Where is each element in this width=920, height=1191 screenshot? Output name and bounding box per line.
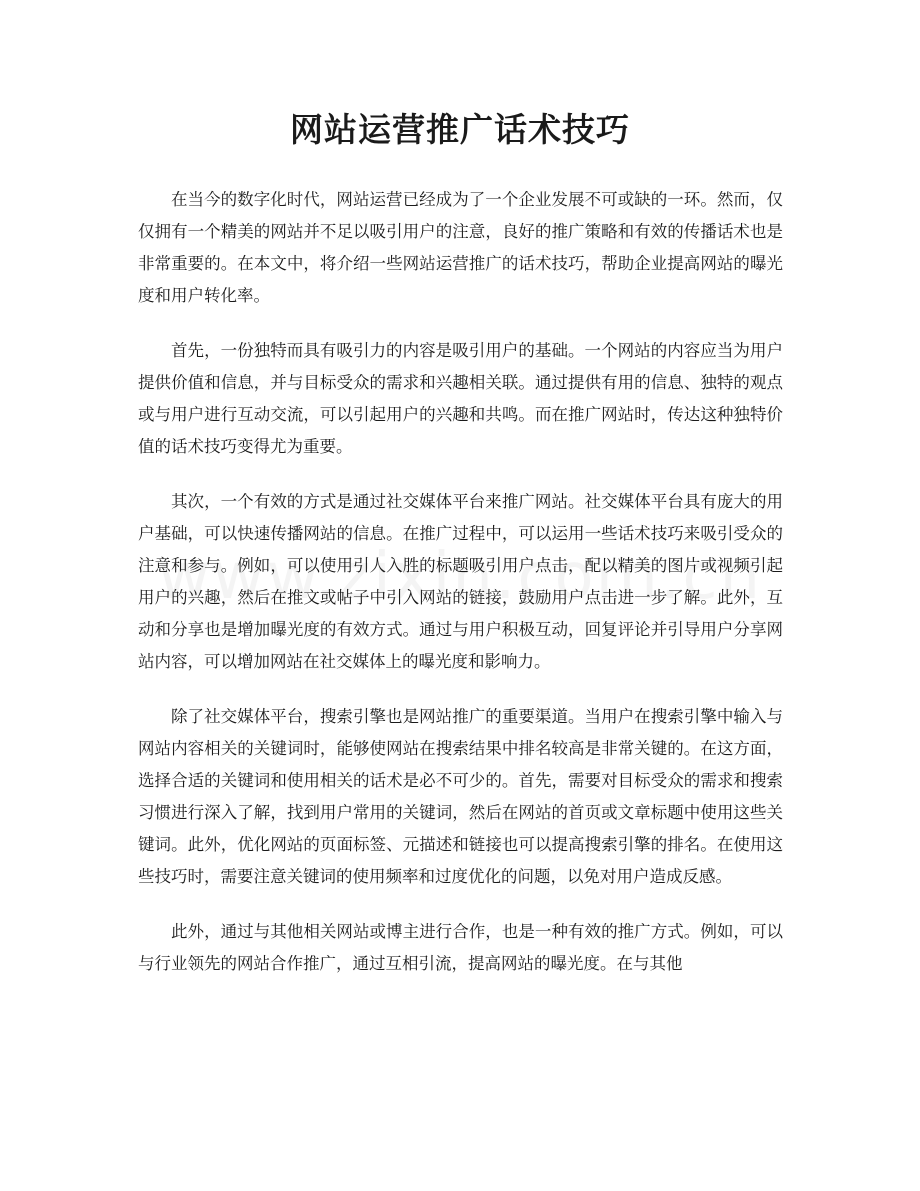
paragraph-5: 此外，通过与其他相关网站或博主进行合作，也是一种有效的推广方式。例如，可以与行业领先的网站合作推广，通过互相引流，提高网站的曝光度。在与其他 [138,922,783,973]
paragraph-2: 首先，一份独特而具有吸引力的内容是吸引用户的基础。一个网站的内容应当为用户提供价值和信息，并与目标受众的需求和兴趣相关联。通过提供有用的信息、独特的观点或与用户进行互动交流，可以引起用户的兴趣和共鸣。而在推广网站时，传达这种独特价值的话术技巧变得尤为重要。 [138,341,783,456]
document-title: 网站运营推广话术技巧 [290,110,630,149]
paragraph-4: 除了社交媒体平台，搜索引擎也是网站推广的重要渠道。当用户在搜索引擎中输入与网站内容相关的关键词时，能够使网站在搜索结果中排名较高是非常关键的。在这方面，选择合适的关键词和使用相关的话术是必不可少的。首先，需要对目标受众的需求和搜索习惯进行深入了解，找到用户常用的关键词，然后在网站的首页或文章标题中使用这些关键词。此外，优化网站的页面标签、元描述和链接也可以提高搜索引擎的排名。在使用这些技巧时，需要注意关键词的使用频率和过度优化的问题，以免对用户造成反感。 [138,707,783,886]
paragraph-1: 在当今的数字化时代，网站运营已经成为了一个企业发展不可或缺的一环。然而，仅仅拥有一个精美的网站并不足以吸引用户的注意，良好的推广策略和有效的传播话术也是非常重要的。在本文中，将介绍一些网站运营推广的话术技巧，帮助企业提高网站的曝光度和用户转化率。 [138,190,783,305]
document-body [138,184,783,1003]
paragraph-3: 其次，一个有效的方式是通过社交媒体平台来推广网站。社交媒体平台具有庞大的用户基础，可以快速传播网站的信息。在推广过程中，可以运用一些话术技巧来吸引受众的注意和参与。例如，可以使用引人入胜的标题吸引用户点击，配以精美的图片或视频引起用户的兴趣，然后在推文或帖子中引入网站的链接，鼓励用户点击进一步了解。此外，互动和分享也是增加曝光度的有效方式。通过与用户积极互动，回复评论并引导用户分享网站内容，可以增加网站在社交媒体上的曝光度和影响力。 [138,492,783,671]
